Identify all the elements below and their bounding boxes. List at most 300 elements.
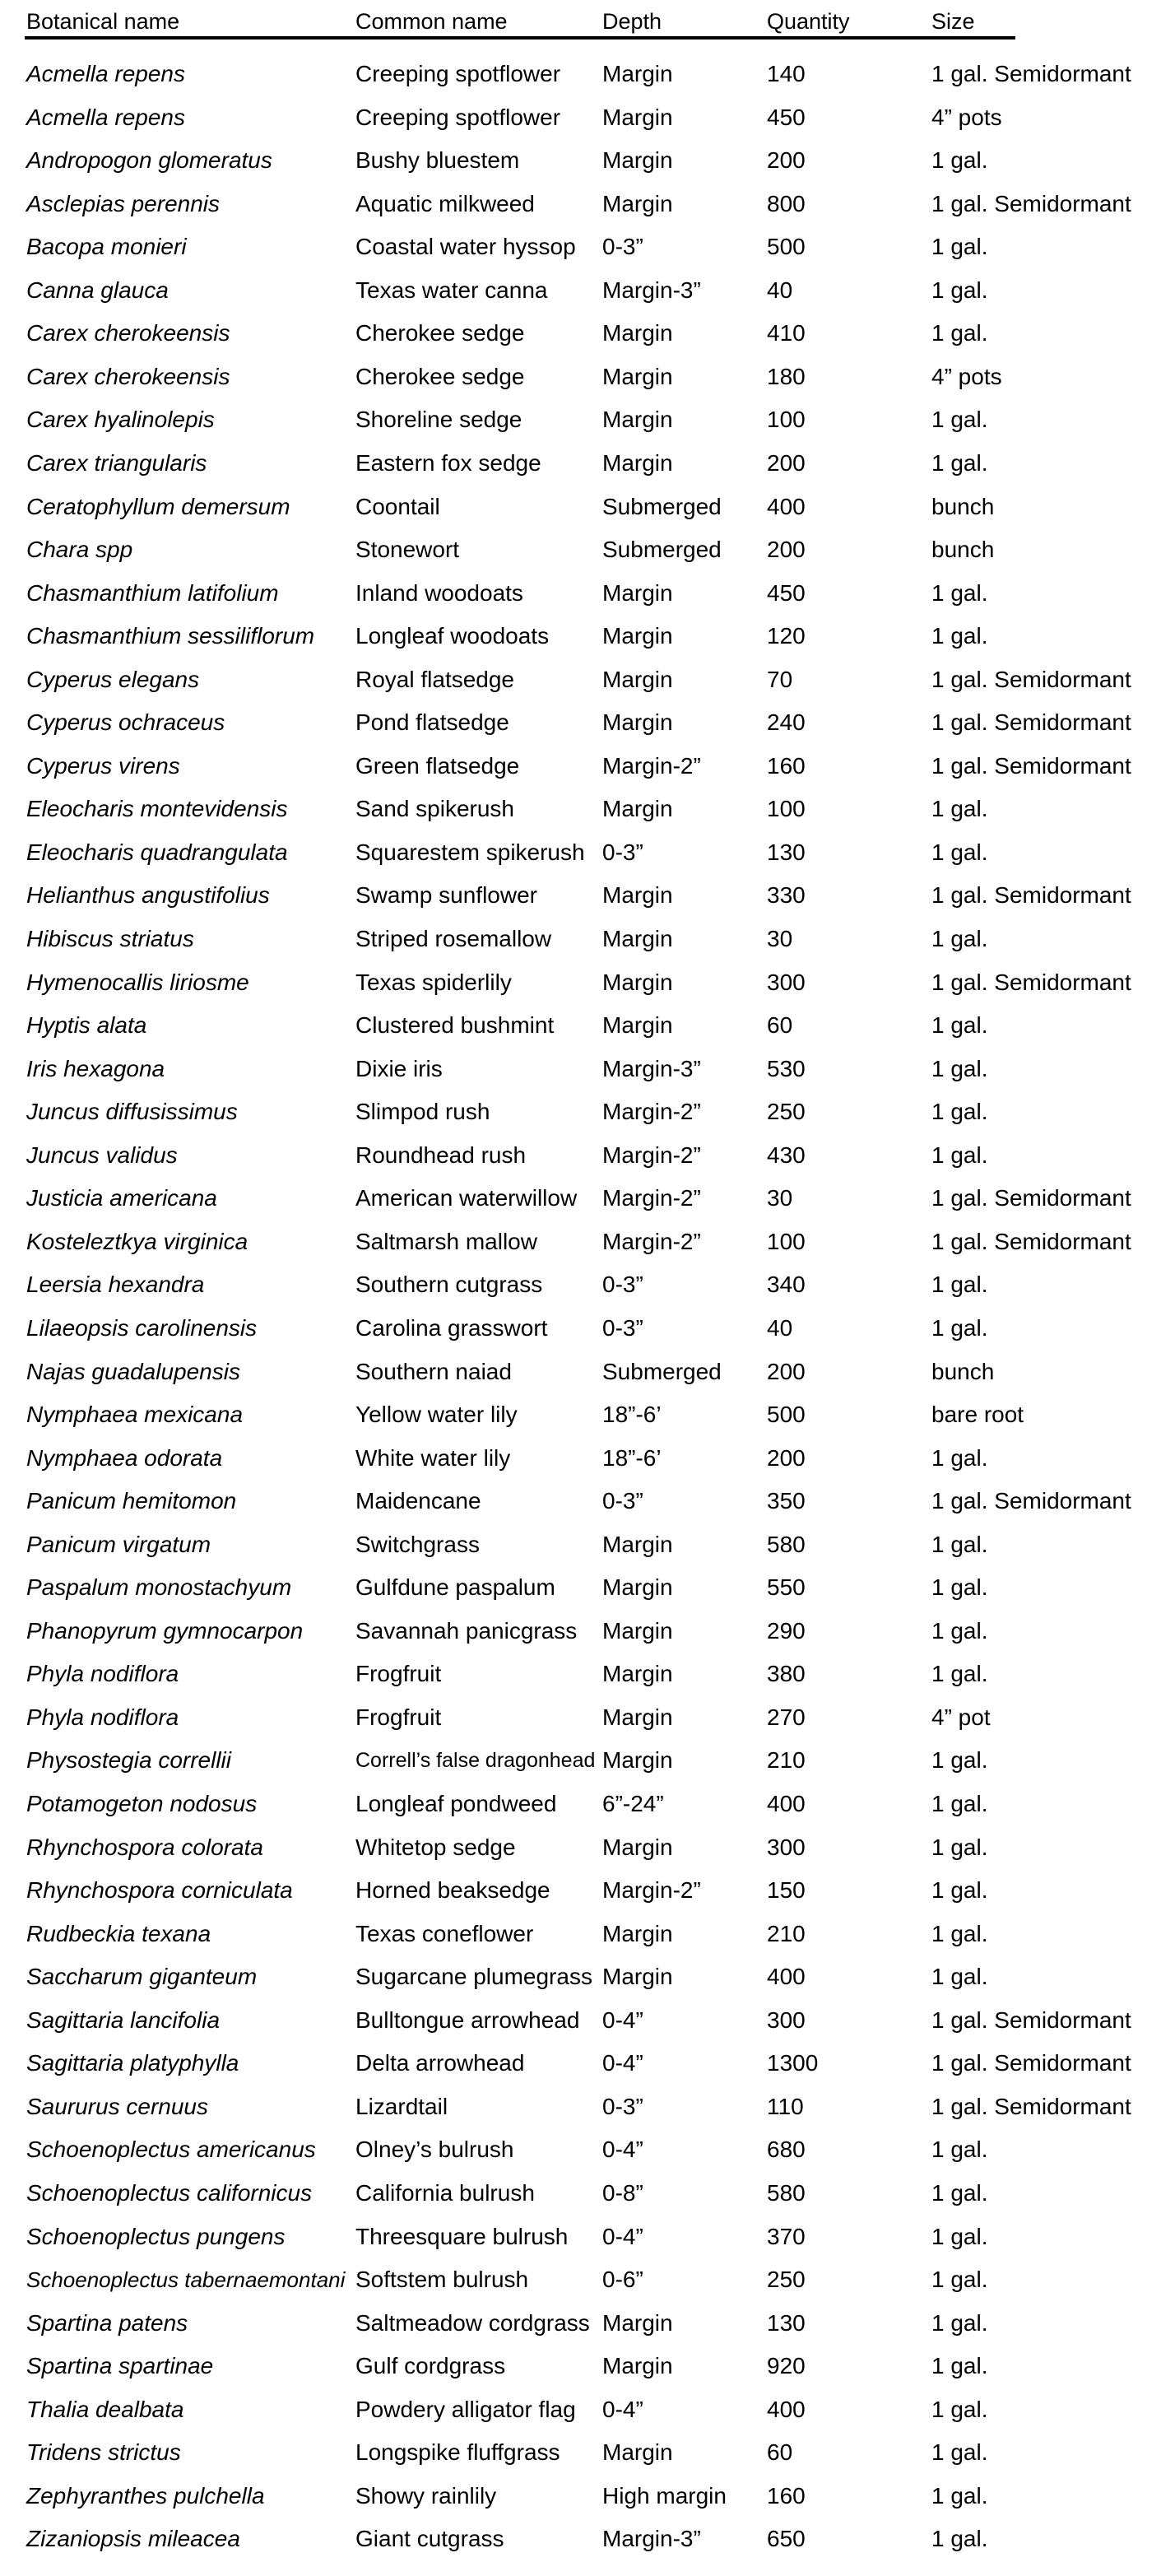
common-name-cell: Squarestem spikerush xyxy=(355,839,585,865)
botanical-name-cell: Hibiscus striatus xyxy=(26,926,194,951)
common-name-cell: Frogfruit xyxy=(355,1661,442,1687)
table-row xyxy=(0,961,1161,1004)
botanical-name-cell: Panicum virgatum xyxy=(26,1531,211,1557)
table-row xyxy=(0,356,1161,398)
table-row xyxy=(0,2302,1161,2345)
botanical-name-cell: Carex cherokeensis xyxy=(26,320,230,346)
botanical-name-cell: Nymphaea odorata xyxy=(26,1444,223,1471)
quantity-cell: 920 xyxy=(767,2353,806,2379)
depth-cell: Margin-2” xyxy=(602,752,701,779)
depth-cell: Margin-3” xyxy=(602,2526,701,2552)
common-name-cell: Saltmeadow cordgrass xyxy=(355,2309,590,2336)
quantity-cell: 100 xyxy=(767,407,806,433)
botanical-name-cell: Cyperus virens xyxy=(26,752,180,779)
depth-cell: 0-4” xyxy=(602,2006,643,2033)
common-name-cell: American waterwillow xyxy=(355,1185,578,1211)
header-depth: Depth xyxy=(602,9,662,34)
common-name-cell: Creeping spotflower xyxy=(355,104,561,130)
depth-cell: Margin xyxy=(602,1574,673,1601)
quantity-cell: 180 xyxy=(767,363,806,389)
depth-cell: 0-3” xyxy=(602,2093,643,2119)
quantity-cell: 250 xyxy=(767,2267,806,2292)
table-row xyxy=(0,269,1161,312)
size-cell: 1 gal. Semidormant xyxy=(931,709,1131,736)
common-name-cell: Roundhead rush xyxy=(355,1142,527,1168)
depth-cell: High margin xyxy=(602,2482,727,2509)
depth-cell: Margin xyxy=(602,320,673,346)
common-name-cell: Dixie iris xyxy=(355,1055,443,1081)
table-row xyxy=(0,96,1161,139)
size-cell: 1 gal. xyxy=(931,579,988,606)
depth-cell: 0-4” xyxy=(602,2223,643,2249)
table-row xyxy=(0,2258,1161,2301)
botanical-name-cell: Rudbeckia texana xyxy=(26,1920,211,1946)
table-row xyxy=(0,312,1161,355)
quantity-cell: 70 xyxy=(767,666,793,692)
depth-cell: Margin xyxy=(602,1920,673,1946)
depth-cell: 18”-6’ xyxy=(602,1444,662,1471)
quantity-cell: 400 xyxy=(767,1791,806,1816)
common-name-cell: Coontail xyxy=(355,493,440,519)
table-row xyxy=(0,1263,1161,1306)
common-name-cell: Gulf cordgrass xyxy=(355,2353,506,2379)
quantity-cell: 300 xyxy=(767,2006,806,2033)
common-name-cell: Longspike fluffgrass xyxy=(355,2439,560,2466)
quantity-cell: 60 xyxy=(767,1012,793,1039)
quantity-cell: 500 xyxy=(767,234,806,260)
quantity-cell: 130 xyxy=(767,839,806,865)
quantity-cell: 270 xyxy=(767,1704,806,1730)
depth-cell: Margin xyxy=(602,623,673,649)
size-cell: 4” pot xyxy=(931,1704,991,1730)
common-name-cell: Shoreline sedge xyxy=(355,407,522,433)
size-cell: 1 gal. Semidormant xyxy=(931,1185,1131,1211)
botanical-name-cell: Thalia dealbata xyxy=(26,2396,184,2422)
depth-cell: Margin-2” xyxy=(602,1185,701,1211)
table-row xyxy=(0,528,1161,571)
quantity-cell: 130 xyxy=(767,2309,806,2336)
quantity-cell: 530 xyxy=(767,1055,806,1081)
table-row xyxy=(0,1999,1161,2042)
botanical-name-cell: Schoenoplectus tabernaemontani xyxy=(26,2267,346,2292)
size-cell: 1 gal. xyxy=(931,147,988,174)
size-cell: 1 gal. xyxy=(931,234,988,260)
common-name-cell: Switchgrass xyxy=(355,1531,480,1557)
botanical-name-cell: Acmella repens xyxy=(26,61,185,86)
size-cell: bare root xyxy=(931,1402,1024,1427)
common-name-cell: Delta arrowhead xyxy=(355,2050,525,2076)
botanical-name-cell: Paspalum monostachyum xyxy=(26,1574,292,1601)
botanical-name-cell: Juncus diffusissimus xyxy=(26,1099,238,1125)
size-cell: 1 gal. xyxy=(931,2137,988,2163)
size-cell: 4” pots xyxy=(931,363,1002,389)
depth-cell: Margin xyxy=(602,407,673,433)
size-cell: 1 gal. xyxy=(931,2526,988,2552)
table-row xyxy=(0,183,1161,226)
quantity-cell: 120 xyxy=(767,623,806,649)
depth-cell: Margin xyxy=(602,1012,673,1039)
botanical-name-cell: Chasmanthium latifolium xyxy=(26,579,279,606)
table-row xyxy=(0,1653,1161,1695)
botanical-name-cell: Justicia americana xyxy=(26,1185,217,1211)
table-row xyxy=(0,1566,1161,1609)
botanical-name-cell: Iris hexagona xyxy=(26,1055,165,1081)
common-name-cell: Pond flatsedge xyxy=(355,709,509,736)
quantity-cell: 430 xyxy=(767,1142,806,1168)
botanical-name-cell: Cyperus elegans xyxy=(26,666,200,692)
table-row xyxy=(0,2216,1161,2258)
botanical-name-cell: Acmella repens xyxy=(26,104,185,130)
size-cell: 1 gal. xyxy=(931,1314,988,1341)
table-row xyxy=(0,1783,1161,1825)
common-name-cell: Eastern fox sedge xyxy=(355,450,541,476)
botanical-name-cell: Eleocharis montevidensis xyxy=(26,796,288,822)
size-cell: 1 gal. xyxy=(931,407,988,433)
depth-cell: Margin xyxy=(602,2309,673,2336)
quantity-cell: 150 xyxy=(767,1877,806,1904)
depth-cell: 0-3” xyxy=(602,1488,643,1514)
depth-cell: Margin-2” xyxy=(602,1877,701,1904)
botanical-name-cell: Saccharum giganteum xyxy=(26,1964,258,1990)
depth-cell: Margin xyxy=(602,1834,673,1860)
size-cell: 1 gal. xyxy=(931,2179,988,2206)
quantity-cell: 140 xyxy=(767,61,806,86)
depth-cell: 0-4” xyxy=(602,2137,643,2163)
common-name-cell: Maidencane xyxy=(355,1488,481,1514)
size-cell: bunch xyxy=(931,537,995,562)
depth-cell: Margin xyxy=(602,1531,673,1557)
size-cell: bunch xyxy=(931,493,995,519)
size-cell: bunch xyxy=(931,1358,995,1384)
quantity-cell: 400 xyxy=(767,2396,806,2422)
size-cell: 1 gal. xyxy=(931,1272,988,1298)
size-cell: 1 gal. xyxy=(931,1055,988,1081)
depth-cell: Margin xyxy=(602,190,673,216)
common-name-cell: Aquatic milkweed xyxy=(355,190,535,216)
quantity-cell: 1300 xyxy=(767,2050,819,2076)
table-row xyxy=(0,1523,1161,1566)
common-name-cell: Correll’s false dragonhead xyxy=(355,1749,596,1773)
table-row xyxy=(0,2172,1161,2215)
depth-cell: Margin-3” xyxy=(602,1055,701,1081)
botanical-name-cell: Kosteleztkya virginica xyxy=(26,1228,248,1254)
botanical-name-cell: Zizaniopsis mileacea xyxy=(26,2526,240,2552)
botanical-name-cell: Phyla nodiflora xyxy=(26,1661,179,1687)
botanical-name-cell: Tridens strictus xyxy=(26,2439,181,2466)
table-row xyxy=(0,1610,1161,1653)
table-row xyxy=(0,1090,1161,1133)
botanical-name-cell: Panicum hemitomon xyxy=(26,1488,237,1514)
depth-cell: Margin xyxy=(602,926,673,951)
botanical-name-cell: Schoenoplectus americanus xyxy=(26,2137,316,2163)
common-name-cell: Softstem bulrush xyxy=(355,2267,529,2292)
size-cell: 1 gal. xyxy=(931,1444,988,1471)
table-row xyxy=(0,658,1161,701)
botanical-name-cell: Physostegia correllii xyxy=(26,1747,231,1774)
quantity-cell: 380 xyxy=(767,1661,806,1687)
quantity-cell: 40 xyxy=(767,277,793,303)
table-row xyxy=(0,1134,1161,1177)
common-name-cell: Yellow water lily xyxy=(355,1402,518,1427)
common-name-cell: California bulrush xyxy=(355,2179,535,2206)
botanical-name-cell: Lilaeopsis carolinensis xyxy=(26,1314,258,1341)
botanical-name-cell: Sagittaria lancifolia xyxy=(26,2006,221,2033)
common-name-cell: Giant cutgrass xyxy=(355,2526,504,2552)
quantity-cell: 330 xyxy=(767,882,806,909)
table-row xyxy=(0,1955,1161,1998)
size-cell: 1 gal. xyxy=(931,1099,988,1125)
table-row xyxy=(0,2388,1161,2431)
size-cell: 1 gal. xyxy=(931,1834,988,1860)
header-quantity: Quantity xyxy=(767,9,850,34)
size-cell: 1 gal. Semidormant xyxy=(931,666,1131,692)
botanical-name-cell: Phanopyrum gymnocarpon xyxy=(26,1617,304,1644)
table-row xyxy=(0,2042,1161,2085)
table-row xyxy=(0,701,1161,744)
common-name-cell: Royal flatsedge xyxy=(355,666,515,692)
common-name-cell: Bulltongue arrowhead xyxy=(355,2006,580,2033)
table-row xyxy=(0,874,1161,917)
botanical-name-cell: Zephyranthes pulchella xyxy=(26,2482,265,2509)
table-row xyxy=(0,1004,1161,1047)
depth-cell: Margin xyxy=(602,1747,673,1774)
common-name-cell: Powdery alligator flag xyxy=(355,2396,576,2422)
table-row xyxy=(0,2431,1161,2474)
size-cell: 1 gal. Semidormant xyxy=(931,190,1131,216)
size-cell: 1 gal. xyxy=(931,320,988,346)
size-cell: 1 gal. xyxy=(931,2309,988,2336)
quantity-cell: 60 xyxy=(767,2439,793,2466)
depth-cell: Submerged xyxy=(602,1358,722,1384)
size-cell: 1 gal. Semidormant xyxy=(931,1488,1131,1514)
quantity-cell: 160 xyxy=(767,2482,806,2509)
common-name-cell: Coastal water hyssop xyxy=(355,234,576,260)
depth-cell: Margin xyxy=(602,1617,673,1644)
quantity-cell: 370 xyxy=(767,2223,806,2249)
depth-cell: Margin xyxy=(602,1964,673,1990)
size-cell: 1 gal. xyxy=(931,839,988,865)
depth-cell: Margin-2” xyxy=(602,1099,701,1125)
common-name-cell: Bushy bluestem xyxy=(355,147,520,174)
table-row xyxy=(0,1739,1161,1782)
botanical-name-cell: Carex cherokeensis xyxy=(26,363,230,389)
size-cell: 1 gal. Semidormant xyxy=(931,752,1131,779)
quantity-cell: 200 xyxy=(767,537,806,562)
table-row xyxy=(0,2518,1161,2560)
header-botanical-name: Botanical name xyxy=(26,9,180,34)
botanical-name-cell: Rhynchospora corniculata xyxy=(26,1877,293,1904)
quantity-cell: 450 xyxy=(767,104,806,130)
quantity-cell: 300 xyxy=(767,1834,806,1860)
quantity-cell: 650 xyxy=(767,2526,806,2552)
table-row xyxy=(0,1480,1161,1523)
depth-cell: Margin xyxy=(602,363,673,389)
depth-cell: Margin xyxy=(602,450,673,476)
table-row xyxy=(0,745,1161,788)
table-row xyxy=(0,486,1161,528)
quantity-cell: 30 xyxy=(767,926,793,951)
header-underline xyxy=(25,36,1015,40)
quantity-cell: 210 xyxy=(767,1747,806,1774)
botanical-name-cell: Saururus cernuus xyxy=(26,2093,209,2119)
table-row xyxy=(0,572,1161,615)
depth-cell: 0-6” xyxy=(602,2267,643,2292)
depth-cell: Margin xyxy=(602,1704,673,1730)
common-name-cell: Texas spiderlily xyxy=(355,969,512,995)
size-cell: 1 gal. Semidormant xyxy=(931,2006,1131,2033)
depth-cell: 0-4” xyxy=(602,2396,643,2422)
quantity-cell: 40 xyxy=(767,1314,793,1341)
table-row xyxy=(0,139,1161,182)
botanical-name-cell: Spartina spartinae xyxy=(26,2353,214,2379)
common-name-cell: Southern cutgrass xyxy=(355,1272,543,1298)
depth-cell: 6”-24” xyxy=(602,1791,664,1816)
quantity-cell: 240 xyxy=(767,709,806,736)
common-name-cell: Saltmarsh mallow xyxy=(355,1228,537,1254)
size-cell: 1 gal. xyxy=(931,1877,988,1904)
common-name-cell: Olney’s bulrush xyxy=(355,2137,514,2163)
table-row xyxy=(0,1826,1161,1869)
quantity-cell: 500 xyxy=(767,1402,806,1427)
table-row xyxy=(0,1177,1161,1220)
size-cell: 1 gal. xyxy=(931,2482,988,2509)
table-row xyxy=(0,1393,1161,1436)
quantity-cell: 160 xyxy=(767,752,806,779)
quantity-cell: 30 xyxy=(767,1185,793,1211)
table-row xyxy=(0,2475,1161,2518)
common-name-cell: Slimpod rush xyxy=(355,1099,490,1125)
size-cell: 1 gal. xyxy=(931,926,988,951)
size-cell: 1 gal. xyxy=(931,2439,988,2466)
depth-cell: Margin xyxy=(602,579,673,606)
common-name-cell: Creeping spotflower xyxy=(355,61,561,86)
table-row xyxy=(0,788,1161,830)
depth-cell: 0-3” xyxy=(602,1314,643,1341)
size-cell: 1 gal. xyxy=(931,1920,988,1946)
botanical-name-cell: Eleocharis quadrangulata xyxy=(26,839,288,865)
common-name-cell: Longleaf woodoats xyxy=(355,623,550,649)
common-name-cell: Green flatsedge xyxy=(355,752,520,779)
common-name-cell: Striped rosemallow xyxy=(355,926,552,951)
depth-cell: Margin xyxy=(602,147,673,174)
botanical-name-cell: Najas guadalupensis xyxy=(26,1358,240,1384)
botanical-name-cell: Chasmanthium sessiliflorum xyxy=(26,623,315,649)
botanical-name-cell: Hymenocallis liriosme xyxy=(26,969,249,995)
size-cell: 1 gal. xyxy=(931,623,988,649)
quantity-cell: 200 xyxy=(767,1444,806,1471)
table-row xyxy=(0,1221,1161,1263)
header-size: Size xyxy=(931,9,975,34)
size-cell: 1 gal. Semidormant xyxy=(931,882,1131,909)
size-cell: 1 gal. Semidormant xyxy=(931,1228,1131,1254)
common-name-cell: Sugarcane plumegrass xyxy=(355,1964,592,1990)
common-name-cell: Sand spikerush xyxy=(355,796,515,822)
common-name-cell: Inland woodoats xyxy=(355,579,523,606)
size-cell: 1 gal. Semidormant xyxy=(931,61,1131,86)
depth-cell: 0-4” xyxy=(602,2050,643,2076)
size-cell: 1 gal. xyxy=(931,1531,988,1557)
depth-cell: Margin xyxy=(602,666,673,692)
common-name-cell: Showy rainlily xyxy=(355,2482,497,2509)
botanical-name-cell: Phyla nodiflora xyxy=(26,1704,179,1730)
size-cell: 1 gal. xyxy=(931,796,988,822)
size-cell: 1 gal. xyxy=(931,1574,988,1601)
common-name-cell: Horned beaksedge xyxy=(355,1877,550,1904)
table-row xyxy=(0,1351,1161,1393)
quantity-cell: 200 xyxy=(767,450,806,476)
quantity-cell: 580 xyxy=(767,2179,806,2206)
depth-cell: Margin xyxy=(602,969,673,995)
botanical-name-cell: Leersia hexandra xyxy=(26,1272,205,1298)
common-name-cell: Threesquare bulrush xyxy=(355,2223,569,2249)
common-name-cell: Carolina grasswort xyxy=(355,1314,548,1341)
table-row xyxy=(0,1869,1161,1912)
quantity-cell: 410 xyxy=(767,320,806,346)
botanical-name-cell: Carex hyalinolepis xyxy=(26,407,215,433)
quantity-cell: 290 xyxy=(767,1617,806,1644)
botanical-name-cell: Hyptis alata xyxy=(26,1012,147,1039)
botanical-name-cell: Nymphaea mexicana xyxy=(26,1402,244,1427)
botanical-name-cell: Juncus validus xyxy=(26,1142,178,1168)
botanical-name-cell: Carex triangularis xyxy=(26,450,207,476)
table-row xyxy=(0,442,1161,485)
table-row xyxy=(0,2085,1161,2128)
botanical-name-cell: Schoenoplectus pungens xyxy=(26,2223,286,2249)
botanical-name-cell: Sagittaria platyphylla xyxy=(26,2050,239,2076)
size-cell: 1 gal. xyxy=(931,1791,988,1816)
common-name-cell: Swamp sunflower xyxy=(355,882,537,909)
common-name-cell: Texas water canna xyxy=(355,277,548,303)
depth-cell: Margin xyxy=(602,61,673,86)
depth-cell: Submerged xyxy=(602,493,722,519)
size-cell: 1 gal. xyxy=(931,1661,988,1687)
quantity-cell: 200 xyxy=(767,1358,806,1384)
quantity-cell: 550 xyxy=(767,1574,806,1601)
depth-cell: Margin-3” xyxy=(602,277,701,303)
depth-cell: Margin xyxy=(602,882,673,909)
quantity-cell: 210 xyxy=(767,1920,806,1946)
common-name-cell: Savannah panicgrass xyxy=(355,1617,578,1644)
table-row xyxy=(0,1913,1161,1955)
botanical-name-cell: Cyperus ochraceus xyxy=(26,709,225,736)
common-name-cell: Lizardtail xyxy=(355,2093,448,2119)
table-row xyxy=(0,1437,1161,1480)
common-name-cell: Longleaf pondweed xyxy=(355,1791,557,1816)
depth-cell: 18”-6’ xyxy=(602,1402,662,1427)
quantity-cell: 300 xyxy=(767,969,806,995)
table-row xyxy=(0,2345,1161,2388)
botanical-name-cell: Schoenoplectus californicus xyxy=(26,2179,313,2206)
size-cell: 1 gal. xyxy=(931,2223,988,2249)
quantity-cell: 110 xyxy=(767,2093,804,2119)
size-cell: 1 gal. Semidormant xyxy=(931,2093,1131,2119)
botanical-name-cell: Asclepias perennis xyxy=(26,190,221,216)
botanical-name-cell: Bacopa monieri xyxy=(26,234,187,260)
depth-cell: Margin-2” xyxy=(602,1142,701,1168)
depth-cell: 0-3” xyxy=(602,839,643,865)
botanical-name-cell: Helianthus angustifolius xyxy=(26,882,270,909)
table-row xyxy=(0,53,1161,95)
depth-cell: Margin xyxy=(602,2439,673,2466)
botanical-name-cell: Potamogeton nodosus xyxy=(26,1791,258,1816)
size-cell: 1 gal. xyxy=(931,1617,988,1644)
table-row xyxy=(0,831,1161,874)
depth-cell: 0-3” xyxy=(602,1272,643,1298)
size-cell: 1 gal. xyxy=(931,2267,988,2292)
size-cell: 1 gal. xyxy=(931,2353,988,2379)
quantity-cell: 340 xyxy=(767,1272,806,1298)
botanical-name-cell: Rhynchospora colorata xyxy=(26,1834,263,1860)
